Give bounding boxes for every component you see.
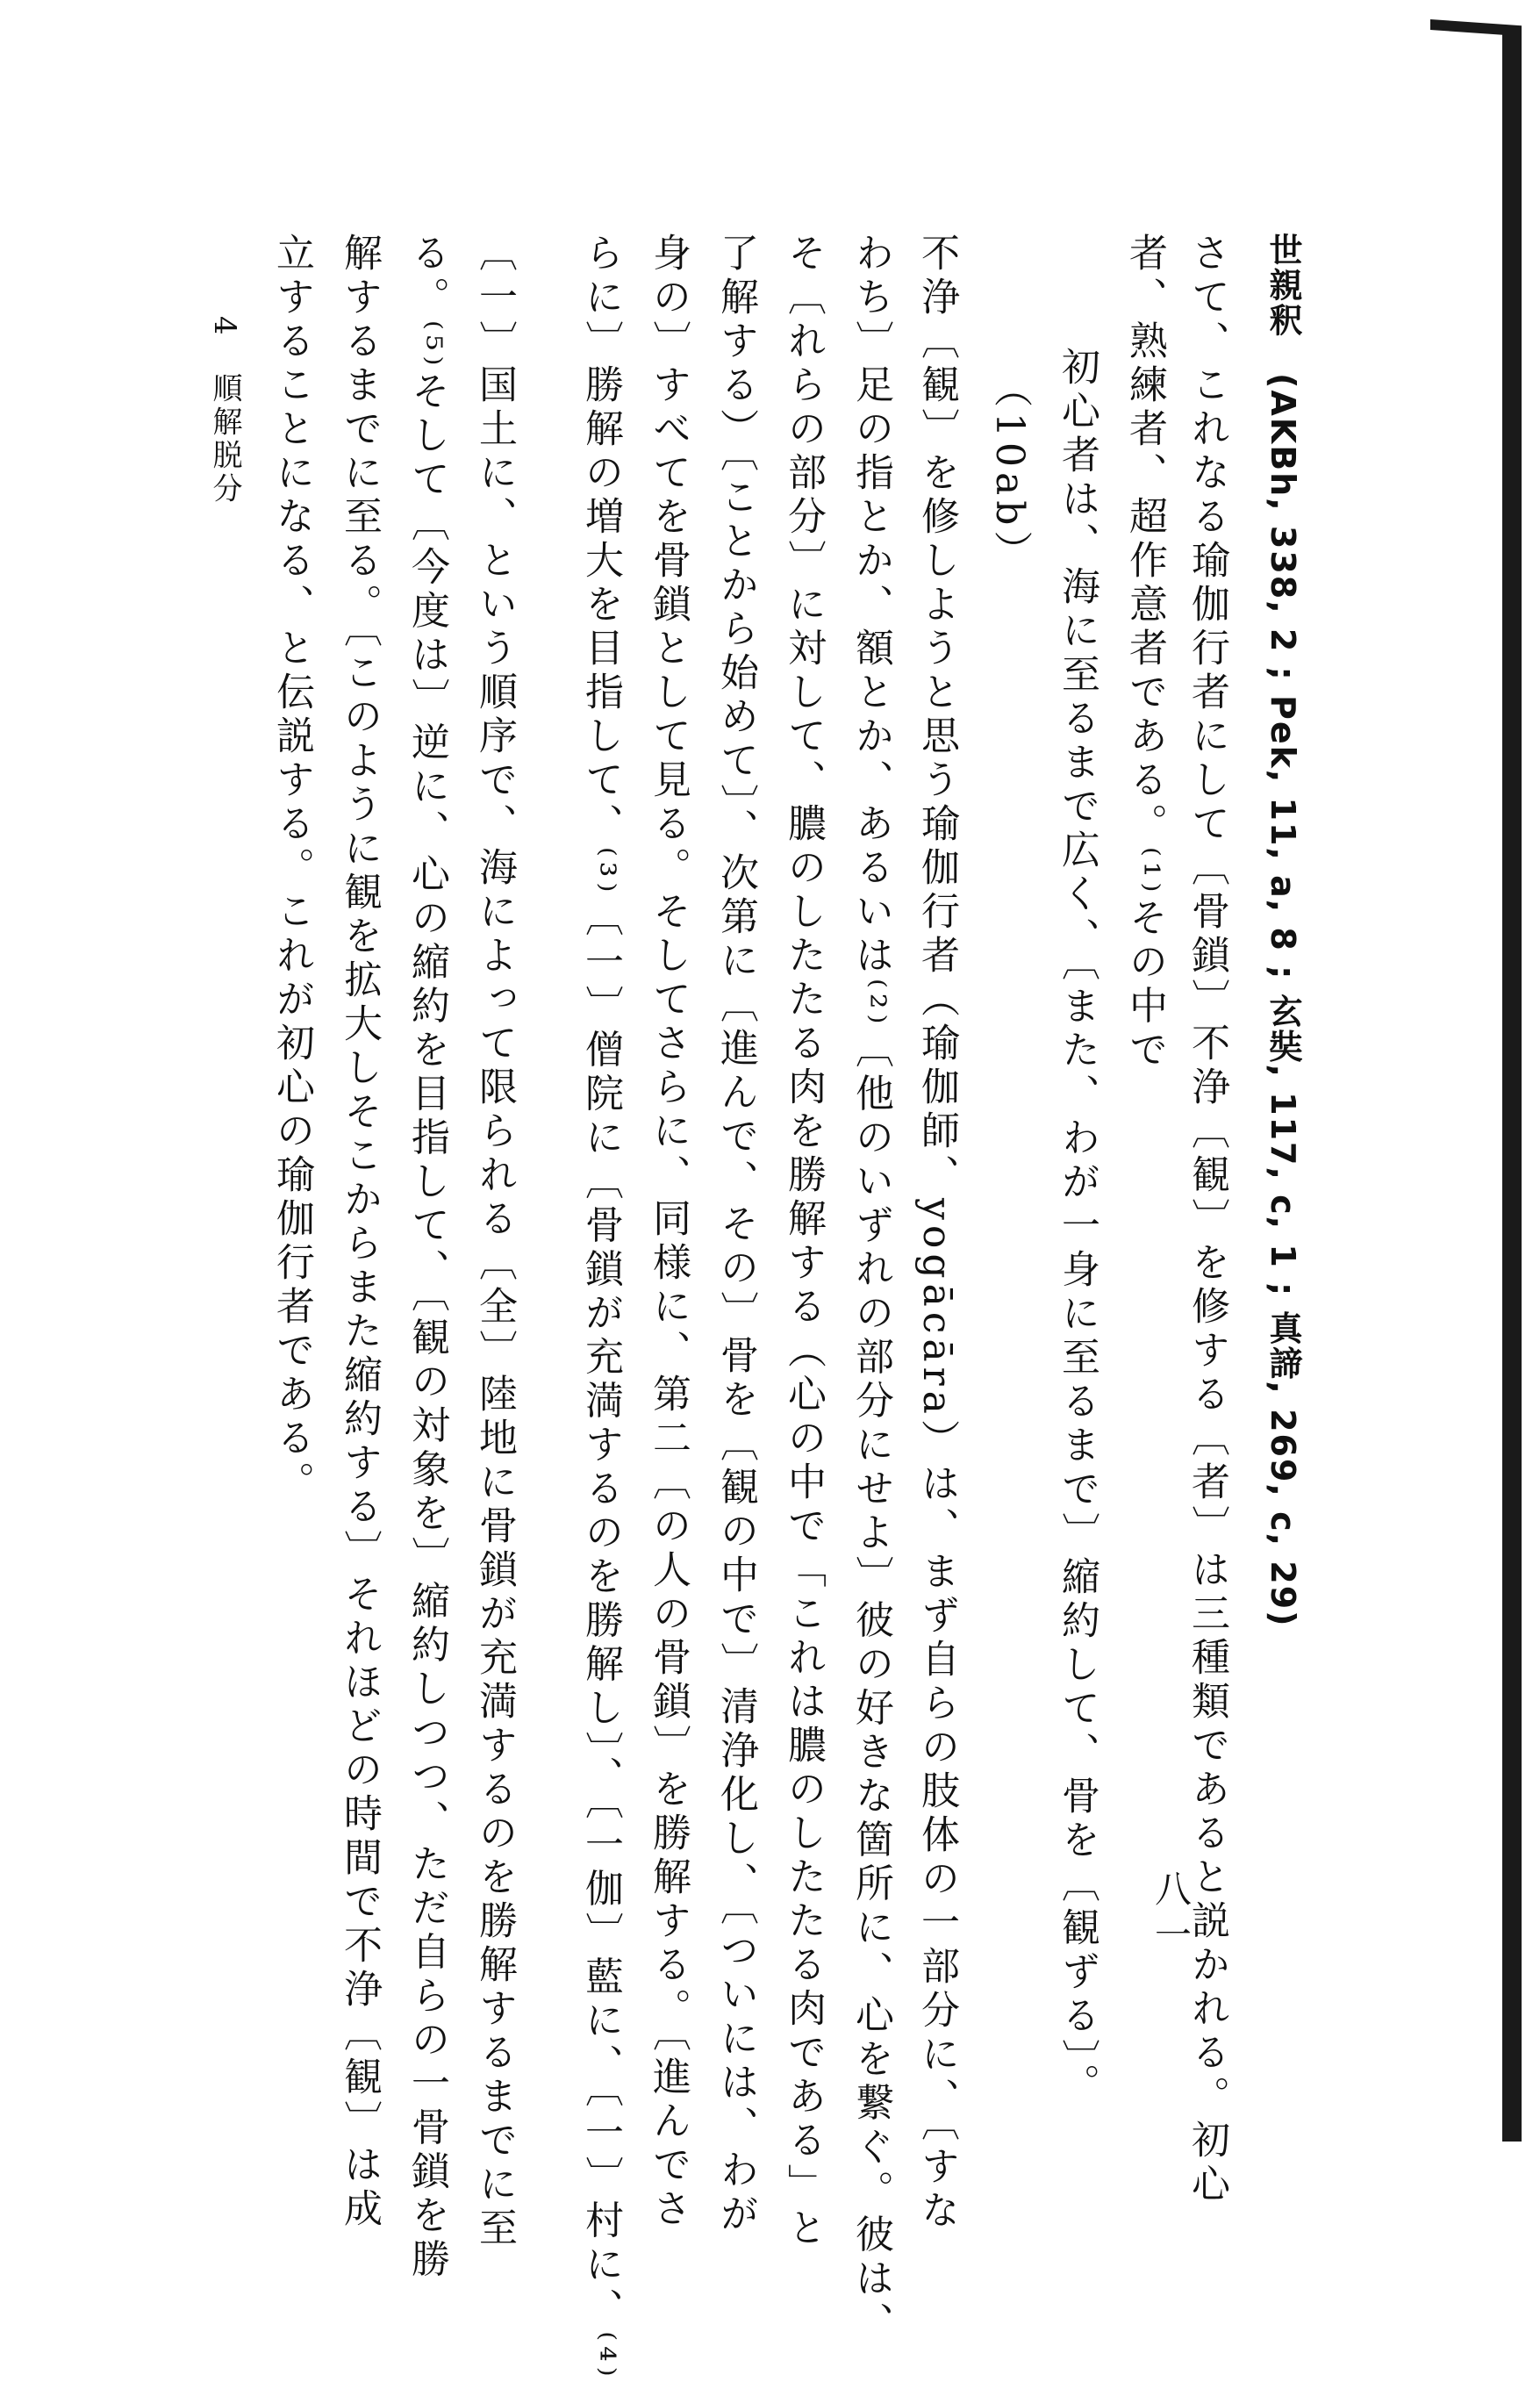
text-line-6: わち〕足の指とか、額とか、あるいは⁽²⁾〔他のいずれの部分にせよ〕彼の好きな箇所に、心を繋ぐ。彼は、 xyxy=(849,233,893,2346)
page-number: 4 xyxy=(207,316,242,339)
binding-edge-shadow xyxy=(1502,26,1522,2142)
text-line-4: （10ab） xyxy=(987,369,1032,575)
text-line-12: る。⁽⁵⁾そして〔今度は〕逆に、心の縮約を目指して、〔観の対象を〕縮約しつつ、ただ自らの一骨鎖を勝 xyxy=(405,233,449,2283)
text-line-9: 身の〕すべてを骨鎖として見る。そしてさらに、同様に、第二〔の人の骨鎖〕を勝解する。〔進んでさ xyxy=(646,233,691,2232)
text-line-5: 不浄〔観〕を修しようと思う瑜伽行者（瑜伽師、yogācāra）は、まず自らの肢体の一部分に、〔すな xyxy=(914,233,959,2234)
section-title: 順解脱分 xyxy=(207,372,242,506)
text-line-13: 解するまでに至る。〔このように観を拡大しそこからまた縮約する〕それほどの時間で不浄〔観〕は成 xyxy=(337,233,382,2232)
text-line-11: 〔一〕国土に、という順序で、海によって限られる〔全〕陸地に骨鎖が充満するのを勝解するまでに至 xyxy=(472,233,517,2251)
text-line-3: 初心者は、海に至るまで広く、〔また、わが一身に至るまで〕縮約して、骨を〔観ずる〕。 xyxy=(1055,347,1099,2107)
text-line-14: 立することになる、と伝説する。これが初心の瑜伽行者である。 xyxy=(269,233,314,1505)
text-line-7: そ〔れらの部分〕に対して、膿のしたたる肉を勝解する（心の中で「これは膿のしたたる肉である」と xyxy=(781,233,826,2251)
text-line-10: らに〕勝解の増大を目指して、⁽³⁾〔一〕僧院に〔骨鎖が充満するのを勝解し〕、〔一伽〕藍に、〔一〕村に、⁽⁴⁾ xyxy=(578,233,623,2382)
text-line-1: さて、これなる瑜伽行者にして〔骨鎖〕不浄〔観〕を修する〔者〕は三種類であると説かれる。初心 xyxy=(1185,233,1229,2207)
text-line-2: 者、熟練者、超作意者である。⁽¹⁾その中で xyxy=(1122,233,1167,1073)
text-line-8: 了解する）〔ことから始めて〕、次第に〔進んで、その〕骨を〔観の中で〕清浄化し、〔ついには、わが xyxy=(713,233,758,2237)
page-number-kanji: 八一 xyxy=(1150,1869,1193,1961)
running-footer xyxy=(204,316,247,506)
section-heading: 世親釈 (AKBh, 338, 2 ; Pek, 11, a, 8 ; 玄奘, 117, c, 1 ; 真諦, 269, c, 29) xyxy=(1264,233,1302,1628)
